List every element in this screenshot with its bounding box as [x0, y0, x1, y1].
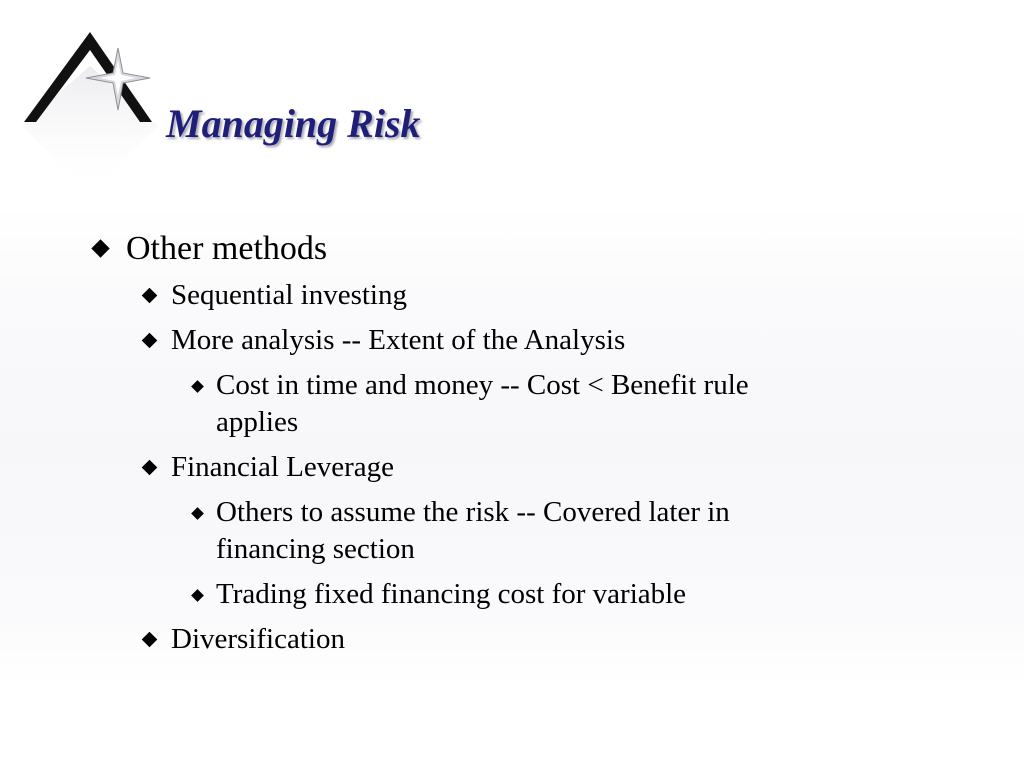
bullet-text: Sequential investing [171, 279, 407, 311]
bullet-text: More analysis -- Extent of the Analysis [171, 324, 626, 356]
diamond-bullet-icon [142, 288, 158, 304]
diamond-bullet-icon [191, 380, 204, 393]
diamond-bullet-icon [91, 239, 109, 257]
bullet-text-continuation: financing section [216, 533, 415, 565]
bullet-text: Cost in time and money -- Cost < Benefit rule [216, 369, 749, 401]
diamond-bullet-icon [191, 507, 204, 520]
bullet-text: Trading fixed financing cost for variable [216, 578, 687, 610]
diamond-bullet-icon [142, 460, 158, 476]
diamond-bullet-icon [191, 589, 204, 602]
bullet-text: Other methods [126, 230, 328, 267]
bullet-text: Others to assume the risk -- Covered later in [216, 496, 730, 528]
diamond-bullet-icon [142, 333, 158, 349]
diamond-bullet-icon [142, 632, 158, 648]
bullet-text: Diversification [171, 623, 345, 655]
bullet-text-continuation: applies [216, 406, 299, 438]
bullet-text: Financial Leverage [171, 451, 395, 483]
slide-title: Managing Risk [166, 101, 421, 146]
